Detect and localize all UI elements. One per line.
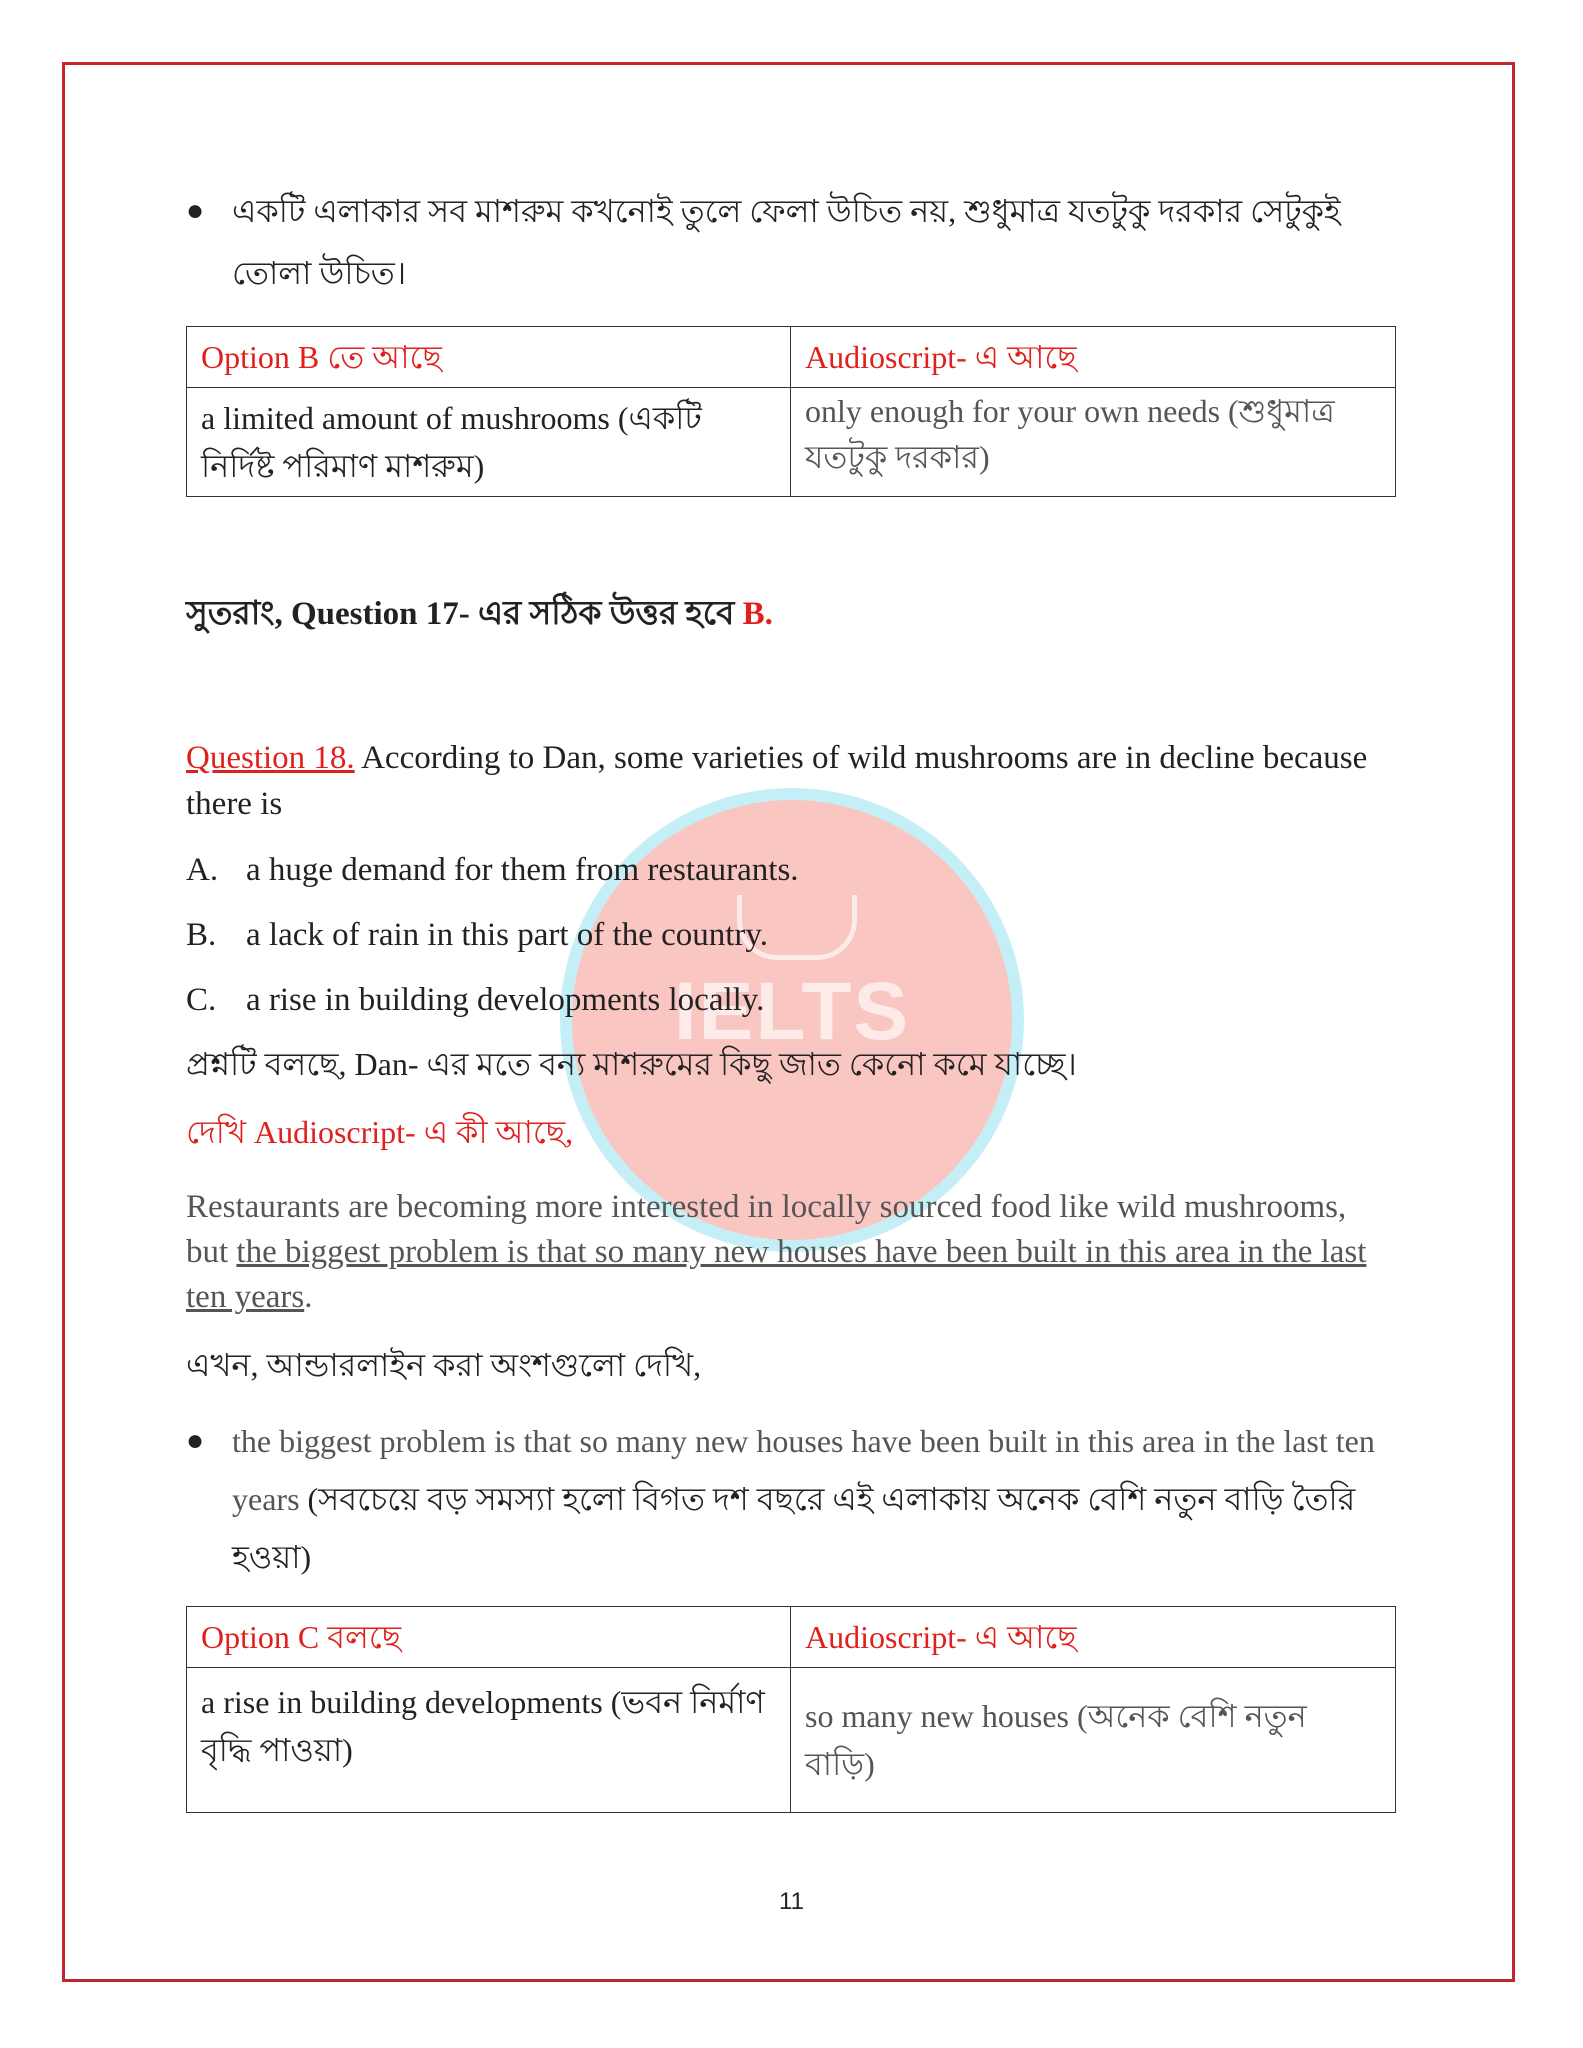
page-number: 11 <box>779 1888 804 1915</box>
audioscript-end: . <box>304 1279 313 1315</box>
explanation-text-2: এখন, আন্ডারলাইন করা অংশগুলো দেখি, <box>186 1347 702 1383</box>
comparison-table-b <box>186 326 1396 497</box>
option-letter: C. <box>186 982 217 1018</box>
audioscript-underlined: the biggest problem is that so many new houses have been built in this area in the last ten years <box>186 1234 1367 1315</box>
question-label: Question 18. <box>186 740 355 776</box>
bullet-icon: ● <box>186 194 205 227</box>
explanation-text: প্রশ্নটি বলছে, Dan- এর মতে বন্য মাশরুমের কিছু জাত কেনো কমে যাচ্ছে। <box>186 1046 1077 1082</box>
answer-prefix: সুতরাং, Question 17- এর সঠিক উত্তর হবে <box>186 596 743 632</box>
table-header-option: Option B তে আছে <box>187 327 791 388</box>
option-text: a lack of rain in this part of the country. <box>246 917 769 953</box>
page-content <box>186 180 1396 1813</box>
option-letter: B. <box>186 917 217 953</box>
option-text: a huge demand for them from restaurants. <box>246 852 799 888</box>
audioscript-heading: দেখি Audioscript- এ কী আছে, <box>186 1114 574 1150</box>
table-cell-audioscript: only enough for your own needs (শুধুমাত্র যতটুকু দরকার) <box>791 388 1396 497</box>
audioscript-plain: Restaurants are becoming more interested in locally sourced food like wild mushrooms, but <box>186 1189 1347 1270</box>
option-c <box>186 977 1396 1023</box>
table-cell-audioscript: so many new houses (অনেক বেশি নতুন বাড়ি) <box>791 1668 1396 1813</box>
table-cell-option: a rise in building developments (ভবন নির্মাণ বৃদ্ধি পাওয়া) <box>187 1668 791 1813</box>
bullet-text <box>232 1412 1396 1586</box>
option-a <box>186 847 1396 893</box>
bullet-item <box>186 1412 1396 1586</box>
answer-line <box>186 587 1396 643</box>
option-b <box>186 912 1396 958</box>
answer-letter: B <box>742 596 765 632</box>
question-18 <box>186 735 1396 827</box>
bullet-icon: ● <box>186 1424 205 1457</box>
answer-suffix: . <box>764 596 773 632</box>
audioscript-excerpt <box>186 1185 1396 1320</box>
table-header-audioscript: Audioscript- এ আছে <box>791 327 1396 388</box>
option-text: a rise in building developments locally. <box>246 982 765 1018</box>
table-cell-option: a limited amount of mushrooms (একটি নির্দিষ্ট পরিমাণ মাশরুম) <box>187 388 791 497</box>
bullet-text: একটি এলাকার সব মাশরুম কখনোই তুলে ফেলা উচিত নয়, শুধুমাত্র যতটুকু দরকার সেটুকুই তোলা উচিত। <box>232 193 1341 291</box>
question-text: According to Dan, some varieties of wild mushrooms are in decline because there is <box>186 740 1368 822</box>
bullet-item <box>186 180 1396 304</box>
bullet-bengali: (সবচেয়ে বড় সমস্যা হলো বিগত দশ বছরে এই এলাকায় অনেক বেশি নতুন বাড়ি তৈরি হওয়া) <box>232 1481 1356 1575</box>
table-header-audioscript: Audioscript- এ আছে <box>791 1607 1396 1668</box>
table-header-option: Option C বলছে <box>187 1607 791 1668</box>
watermark-text: IELTS <box>673 966 911 1057</box>
bullet-english: the biggest problem is that so many new houses have been built in this area in the last ten years <box>232 1423 1375 1517</box>
comparison-table-c <box>186 1606 1396 1813</box>
option-letter: A. <box>186 852 219 888</box>
